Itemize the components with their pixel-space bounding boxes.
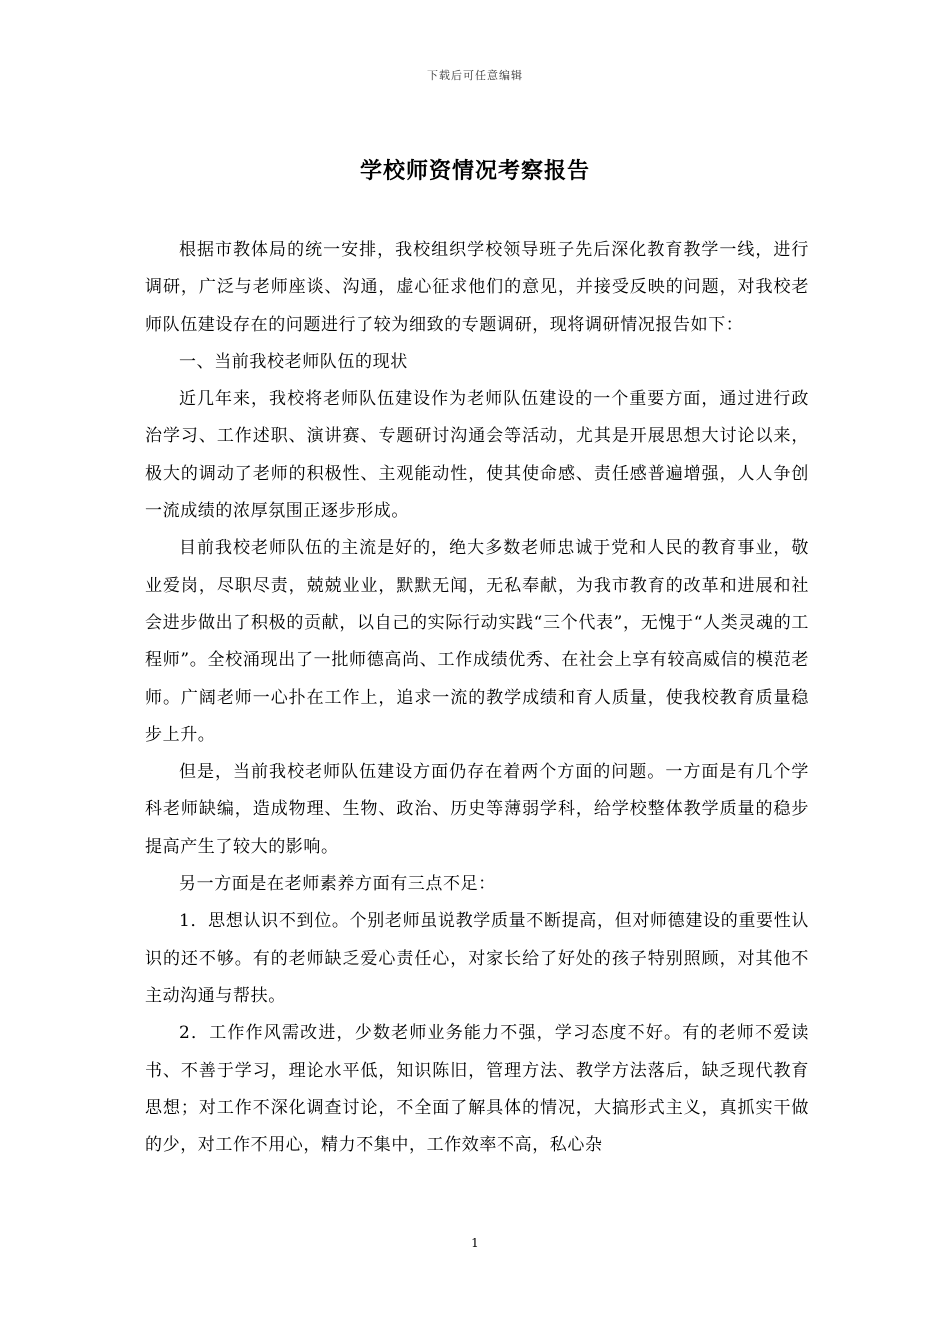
list-item: 1．思想认识不到位。个别老师虽说教学质量不断提高，但对师德建设的重要性认识的还不够。有的老师缺乏爱心责任心，对家长给了好处的孩子特别照顾，对其他不主动沟通与帮扶。: [145, 911, 809, 1006]
list-item: 2．工作作风需改进，少数老师业务能力不强，学习态度不好。有的老师不爱读书、不善于学习，理论水平低，知识陈旧，管理方法、教学方法落后，缺乏现代教育思想；对工作不深化调查讨论，不全面了解具体的情况，大搞形式主义，真抓实干做的少，对工作不用心，精力不集中，工作效率不高，私心杂: [145, 1023, 809, 1156]
paragraph: 目前我校老师队伍的主流是好的，绝大多数老师忠诚于党和人民的教育事业，敬业爱岗，尽职尽责，兢兢业业，默默无闻，无私奉献，为我市教育的改革和进展和社会进步做出了积极的贡献，以自己的实际行动实践“三个代表”，无愧于“人类灵魂的工程师”。全校涌现出了一批师德高尚、工作成绩优秀、在社会上享有较高威信的模范老师。广阔老师一心扑在工作上，追求一流的教学成绩和育人质量，使我校教育质量稳步上升。: [145, 538, 809, 745]
paragraph-intro: 根据市教体局的统一安排，我校组织学校领导班子先后深化教育教学一线，进行调研，广泛与老师座谈、沟通，虚心征求他们的意见，并接受反映的问题，对我校老师队伍建设存在的问题进行了较为细致的专题调研，现将调研情况报告如下：: [145, 240, 809, 335]
page-number: 1: [471, 1236, 479, 1250]
paragraph: 另一方面是在老师素养方面有三点不足：: [179, 874, 496, 895]
paragraph: 但是，当前我校老师队伍建设方面仍存在着两个方面的问题。一方面是有几个学科老师缺编，造成物理、生物、政治、历史等薄弱学科，给学校整体教学质量的稳步提高产生了较大的影响。: [145, 762, 809, 857]
document-body: [145, 232, 809, 1164]
header-note: 下载后可任意编辑: [427, 69, 523, 82]
document-title: 学校师资情况考察报告: [359, 158, 590, 184]
section-heading: 一、当前我校老师队伍的现状: [179, 351, 408, 372]
paragraph: 近几年来，我校将老师队伍建设作为老师队伍建设的一个重要方面，通过进行政治学习、工作述职、演讲赛、专题研讨沟通会等活动，尤其是开展思想大讨论以来，极大的调动了老师的积极性、主观能动性，使其使命感、责任感普遍增强，人人争创一流成绩的浓厚氛围正逐步形成。: [145, 389, 809, 522]
